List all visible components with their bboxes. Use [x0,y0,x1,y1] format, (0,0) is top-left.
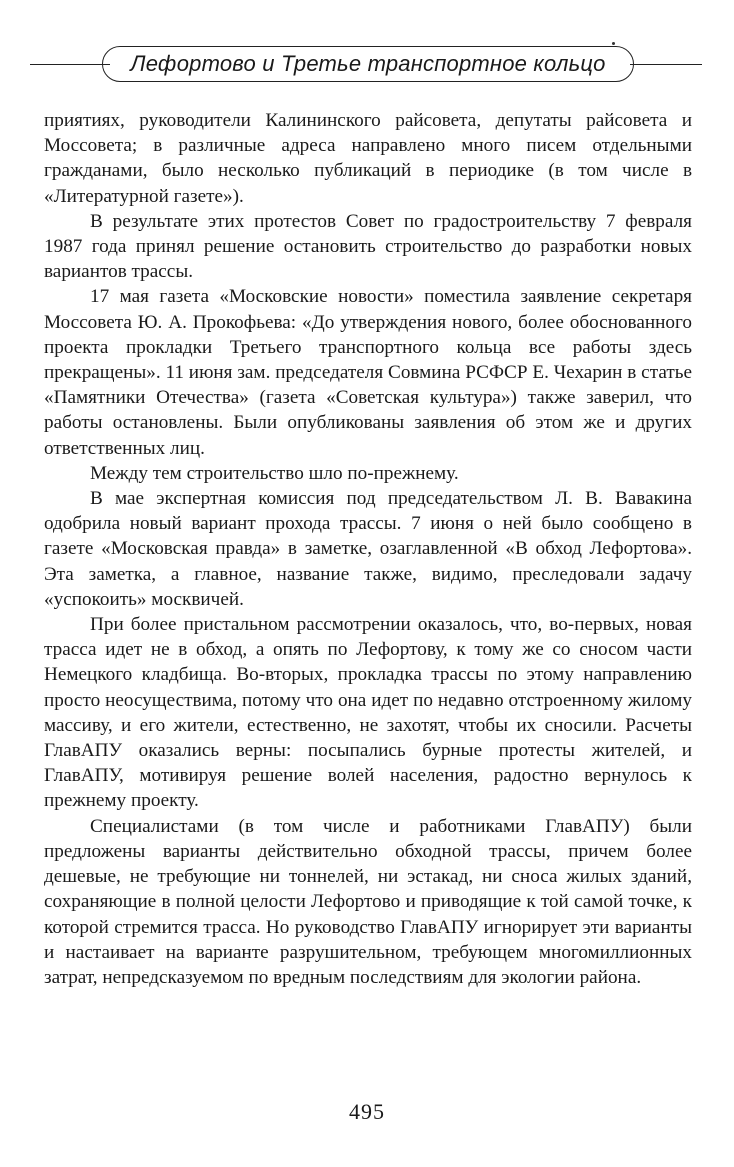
page-number: 495 [349,1099,385,1124]
running-title: Лефортово и Третье транспортное кольцо [102,46,634,82]
paragraph-7: Специалистами (в том числе и работниками ГлавАПУ) были предложены варианты действительно обходной трассы, причем более дешевые, не требующие ни тоннелей, ни эстакад, ни сноса жилых зданий, сохраняющие в полной целости Лефортово и приводящие к той самой точке, к которой стремится трасса. Но руководство ГлавАПУ игнорирует эти варианты и настаивает на варианте разрушительном, требующем многомиллионных затрат, непредсказуемом по вредным последствиям для экологии района. [44,815,692,988]
paragraph-6: При более пристальном рассмотрении оказалось, что, во-первых, новая трасса идет не в обход, а опять по Лефортову, к тому же со сносом части Немецкого кладбища. Во-вторых, прокладка трассы по этому направлению просто неосуществима, потому что она идет по недавно отстроенному жилому массиву, и его жители, естественно, не захотят, чтобы их сносили. Расчеты ГлавАПУ оказались верны: посыпались бурные протесты жителей, и ГлавАПУ, мотивируя решение волей населения, радостно вернулось к прежнему проекту. [44,614,692,812]
header-rule-right [630,64,702,65]
running-header [30,42,710,82]
paragraph-5: В мае экспертная комиссия под председательством Л. В. Вавакина одобрила новый вариант прохода трассы. 7 июня о ней было сообщено в газете «Московская правда» в заметке, озаглавленной «В обход Лефортова». Эта заметка, а главное, название также, видимо, преследовали задачу «успокоить» москвичей. [44,488,692,610]
paragraph-3: 17 мая газета «Московские новости» поместила заявление секретаря Моссовета Ю. А. Прокофьева: «До утверждения нового, более обоснованного проекта прокладки Третьего транспортного кольца все работы здесь прекращены». 11 июня зам. председателя Совмина РСФСР Е. Чехарин в статье «Памятники Отечества» (газета «Советская культура») также заверил, что работы остановлены. Были опубликованы заявления об этом же и других ответственных лиц. [44,286,692,459]
paragraph-4: Между тем строительство шло по-прежнему. [90,462,459,484]
paragraph-1: приятиях, руководители Калининского райсовета, депутаты райсовета и Моссовета; в различные адреса направлено много писем отдельными гражданами, было несколько публикаций в периодике (в том числе в «Литературной газете»). [44,110,692,207]
paragraph-2: В результате этих протестов Совет по градостроительству 7 февраля 1987 года принял решение остановить строительство до разработки новых вариантов трассы. [44,210,692,283]
body-text [44,108,692,990]
header-speck [612,42,615,45]
header-rule-left [30,64,110,65]
